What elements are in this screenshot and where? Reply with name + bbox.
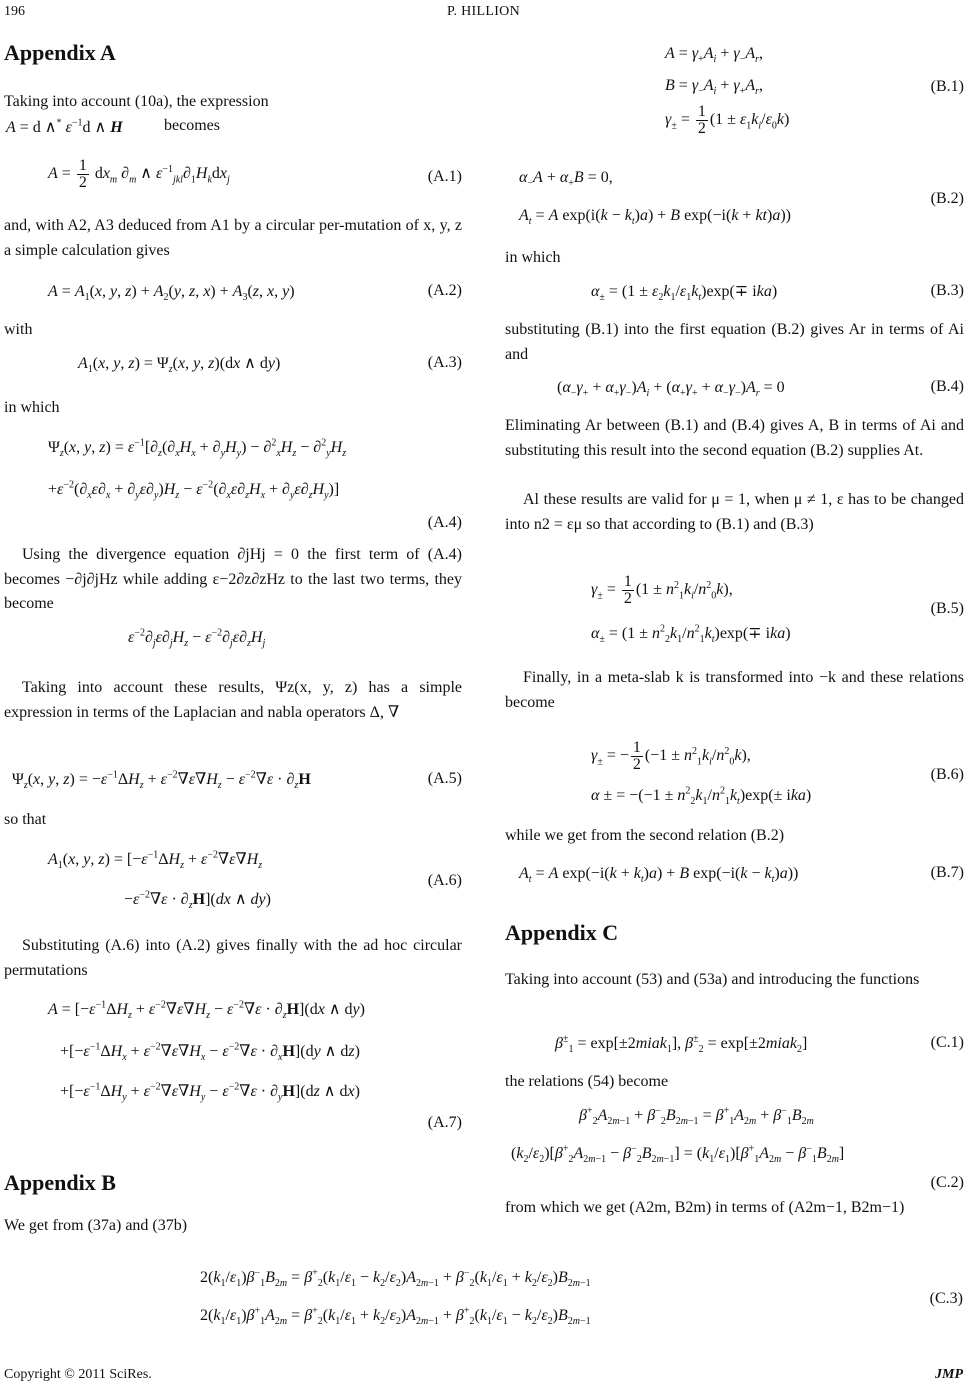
paragraph-eliminating: Eliminating Ar between (B.1) and (B.4) gives A, B in terms of Ai and substituting this result into the second equation (B.2) supplies At. bbox=[505, 417, 964, 459]
paragraph-substituting-A6: Substituting (A.6) into (A.2) gives finally with the ad hoc circular permutations bbox=[4, 937, 462, 979]
equation-last-two-terms: $\varepsilon^{-2}\partial_j\varepsilon\partial_jH_z - \varepsilon^{-2}\partial_j\varepsilon\partial_zH_j$ bbox=[128, 627, 266, 650]
footer-journal: JMP bbox=[935, 1367, 963, 1382]
equation-number-B3: (B.3) bbox=[930, 282, 964, 299]
equation-B3: $\alpha_\pm = (1 \pm \varepsilon_2k_1/\varepsilon_1k_t)\exp(\mp ika)$ bbox=[591, 283, 778, 304]
paragraph-appendix-c-intro: Taking into account (53) and (53a) and introducing the functions bbox=[505, 971, 920, 988]
equation-number-B4: (B.4) bbox=[930, 378, 964, 395]
equation-B5-line2: $\alpha_\pm = (1 \pm n^2_2k_1/n^2_1k_t)\exp(\mp ika)$ bbox=[591, 623, 791, 646]
equation-number-B2: (B.2) bbox=[930, 190, 964, 207]
running-header-author: P. HILLION bbox=[447, 4, 520, 19]
appendix-a-title: Appendix A bbox=[4, 40, 116, 65]
paragraph-laplacian: Taking into account these results, Ψz(x, y, z) has a simple expression in terms of the Laplacian and nabla operators Δ, ∇ bbox=[4, 679, 462, 721]
equation-number-B6: (B.6) bbox=[930, 766, 964, 783]
paragraph-substituting-B1: substituting (B.1) into the first equation (B.2) gives Ar in terms of Ai and bbox=[505, 321, 964, 363]
equation-number-B5: (B.5) bbox=[930, 600, 964, 617]
equation-C2-line2: $(k_2/\varepsilon_2)[\beta^+_2A_{2m-1} - \beta^-_2B_{2m-1}] = (k_1/\varepsilon_1)[\beta^+_1A_{2m} - \beta^-_1B_{2m}]$ bbox=[511, 1143, 845, 1166]
paragraph-divergence: Using the divergence equation ∂jHj = 0 the first term of (A.4) becomes −∂j∂jHz while adding ε−2∂z∂zHz to the last two terms, they become bbox=[4, 546, 462, 612]
equation-number-A4: (A.4) bbox=[427, 514, 462, 531]
text-so-that: so that bbox=[4, 811, 47, 828]
paragraph-from-which: from which we get (A2m, B2m) in terms of (A2m−1, B2m−1) bbox=[505, 1199, 905, 1216]
equation-number-C3: (C.3) bbox=[929, 1290, 963, 1307]
equation-number-A7: (A.7) bbox=[427, 1114, 462, 1131]
paragraph-meta-slab: Finally, in a meta-slab k is transformed into −k and these relations become bbox=[505, 669, 964, 711]
equation-A1: A = $\frac{1}{2}$ $dx_m$ $\partial_m$ ∧ $\varepsilon^{-1}_{jkl}\partial_1H_kdx_j$ bbox=[48, 157, 230, 191]
equation-B6-line2: α ± = $-(-1 \pm n^2_2k_1/n^2_1k_t)\exp(\pm ika)$ bbox=[591, 785, 812, 808]
equation-number-B1: (B.1) bbox=[930, 78, 964, 95]
paragraph-appendix-a-intro: Taking into account (10a), the expression bbox=[4, 93, 269, 110]
paragraph-becomes: becomes bbox=[164, 117, 220, 134]
page-number: 196 bbox=[4, 4, 25, 19]
paragraph-valid-for-mu: Al these results are valid for μ = 1, when μ ≠ 1, ε has to be changed into n2 = εμ so that according to (B.1) and (B.3) bbox=[505, 491, 964, 533]
equation-C1: $\beta^\pm_1$ = exp[±2miak$_1$], $\beta^\pm_2$ = exp[±2miak$_2$] bbox=[555, 1033, 808, 1056]
equation-B2-line2: $A_t = A$ $\exp(i(k - k_t)a) + B$ exp(−i(k + kt)a)) bbox=[519, 207, 791, 228]
equation-number-A5: (A.5) bbox=[427, 770, 462, 787]
footer-copyright: Copyright © 2011 SciRes. bbox=[4, 1367, 152, 1382]
equation-A7-line3: $+[-\varepsilon^{-1}\Delta H_y + \varepsilon^{-2}\nabla\varepsilon\nabla H_y - \varepsilon^{-2}\nabla\varepsilon \cdot \partial_yH](dz$ ∧ dx) bbox=[60, 1081, 360, 1104]
equation-C3-line1: $2(k_1/\varepsilon_1)\beta^-_1B_{2m} = \beta^+_2(k_1/\varepsilon_1 - k_2/\varepsilon_2)A_{2m-1} + \beta^-_2(k_1/\varepsilon_1 + k_2/\varepsilon_2)B_{2m-1}$ bbox=[200, 1267, 591, 1290]
equation-number-A2: (A.2) bbox=[427, 282, 462, 299]
equation-number-A6: (A.6) bbox=[427, 872, 462, 889]
equation-C3-line2: $2(k_1/\varepsilon_1)\beta^+_1A_{2m} = \beta^+_2(k_1/\varepsilon_1 + k_2/\varepsilon_2)A_{2m-1} + \beta^+_2(k_1/\varepsilon_1 - k_2/\varepsilon_2)B_{2m-1}$ bbox=[200, 1305, 591, 1328]
appendix-b-title: Appendix B bbox=[4, 1170, 116, 1195]
equation-C2-line1: $\beta^+_2A_{2m-1} + \beta^-_2B_{2m-1} = \beta^+_1A_{2m} + \beta^-_1B_{2m}$ bbox=[579, 1105, 814, 1128]
text-in-which: in which bbox=[4, 399, 60, 416]
equation-number-A3: (A.3) bbox=[427, 354, 462, 371]
equation-A3: $A_1(x$, y, $z) = \Psi_z(x$, y, z)(dx ∧ dy) bbox=[78, 355, 281, 376]
equation-B7: $A_t = A$ $\exp(-i(k + k_t)a) + B$ $\exp(-i(k - k_t)a)$) bbox=[519, 865, 799, 886]
equation-number-C2: (C.2) bbox=[930, 1174, 964, 1191]
equation-B2-line1: $\alpha_-A + \alpha_+B = 0$, bbox=[519, 169, 613, 190]
equation-number-A1: (A.1) bbox=[427, 168, 462, 185]
right-column bbox=[505, 0, 964, 1386]
paragraph-appendix-b-intro: We get from (37a) and (37b) bbox=[4, 1217, 188, 1234]
equation-A7-line1: $A = [-\varepsilon^{-1}\Delta H_z + \varepsilon^{-2}\nabla\varepsilon\nabla H_z - \varepsilon^{-2}\nabla\varepsilon \cdot \partial_zH](dx$ ∧ dy) bbox=[48, 999, 365, 1022]
equation-A7-line2: $+[-\varepsilon^{-1}\Delta H_x + \varepsilon^{-2}\nabla\varepsilon\nabla H_x - \varepsilon^{-2}\nabla\varepsilon \cdot \partial_xH](dy$ ∧ dz) bbox=[60, 1041, 360, 1064]
equation-A6-line2: $-\varepsilon^{-2}\nabla\varepsilon \cdot \partial_zH](dx$ ∧ dy) bbox=[124, 889, 271, 912]
text-with: with bbox=[4, 321, 33, 338]
equation-number-B7: (B.7) bbox=[930, 864, 964, 881]
equation-A4-line1: $\Psi_z(x$, y, $z) = \varepsilon^{-1}[\partial_z(\partial_xH_x + \partial_yH_y) - \partial^2_xH_z - \partial^2_yH_z$ bbox=[48, 437, 347, 460]
equation-A2: $A = A_1(x$, y, $z) + A_2(y$, z, $x) + A_3(z$, x, y) bbox=[48, 283, 295, 304]
equation-B5-line1: $\gamma_\pm$ = $\frac{1}{2}$ $(1 \pm n^2_1k_i/n^2_0k)$, bbox=[591, 573, 733, 607]
paragraph-circular-permutation: and, with A2, A3 deduced from A1 by a circular per-mutation of x, y, z a simple calculation gives bbox=[4, 217, 462, 259]
text-in-which-b: in which bbox=[505, 249, 561, 266]
equation-A4-line2: $+\varepsilon^{-2}(\partial_x\varepsilon\partial_x + \partial_y\varepsilon\partial_y)H_z - \varepsilon^{-2}(\partial_x\varepsilon\partial_zH_x + \partial_y\varepsilon\partial_zH_y)$] bbox=[48, 479, 340, 502]
paragraph-second-relation: while we get from the second relation (B.2) bbox=[505, 827, 785, 844]
equation-B6-line1: $\gamma_\pm$ = − $\frac{1}{2}$ $(-1 \pm n^2_1k_i/n^2_0k)$, bbox=[591, 739, 751, 773]
equation-B1-line3: $\gamma_\pm$ = $\frac{1}{2}$ $(1 \pm \varepsilon_1k_i/\varepsilon_0k)$ bbox=[665, 103, 790, 137]
equation-B1-line2: $B = \gamma_-A_i + \gamma_+A_r$, bbox=[665, 77, 763, 98]
appendix-c-title: Appendix C bbox=[505, 920, 619, 945]
equation-A6-line1: $A_1(x$, y, $z) = [-\varepsilon^{-1}\Delta H_z + \varepsilon^{-2}\nabla\varepsilon\nabla H_z$ bbox=[48, 849, 263, 872]
paragraph-relations-54: the relations (54) become bbox=[505, 1073, 669, 1090]
equation-B4: $(\alpha_-\gamma_+ + \alpha_+\gamma_-)A_i + (\alpha_+\gamma_+ + \alpha_-\gamma_-)A_r = 0$ bbox=[557, 379, 785, 400]
equation-number-C1: (C.1) bbox=[930, 1034, 964, 1051]
equation-A5: $\Psi_z(x$, y, $z) = -\varepsilon^{-1}\Delta H_z + \varepsilon^{-2}\nabla\varepsilon\nabla H_z - \varepsilon^{-2}\nabla\varepsilon \cdot \partial_zH$ bbox=[12, 769, 311, 792]
equation-B1-line1: $A = \gamma_+A_i + \gamma_-A_r$, bbox=[665, 45, 763, 66]
equation-inline-A: A = d ∧* $\varepsilon^{-1}d$ ∧ H bbox=[6, 117, 123, 136]
left-column bbox=[4, 0, 462, 1386]
